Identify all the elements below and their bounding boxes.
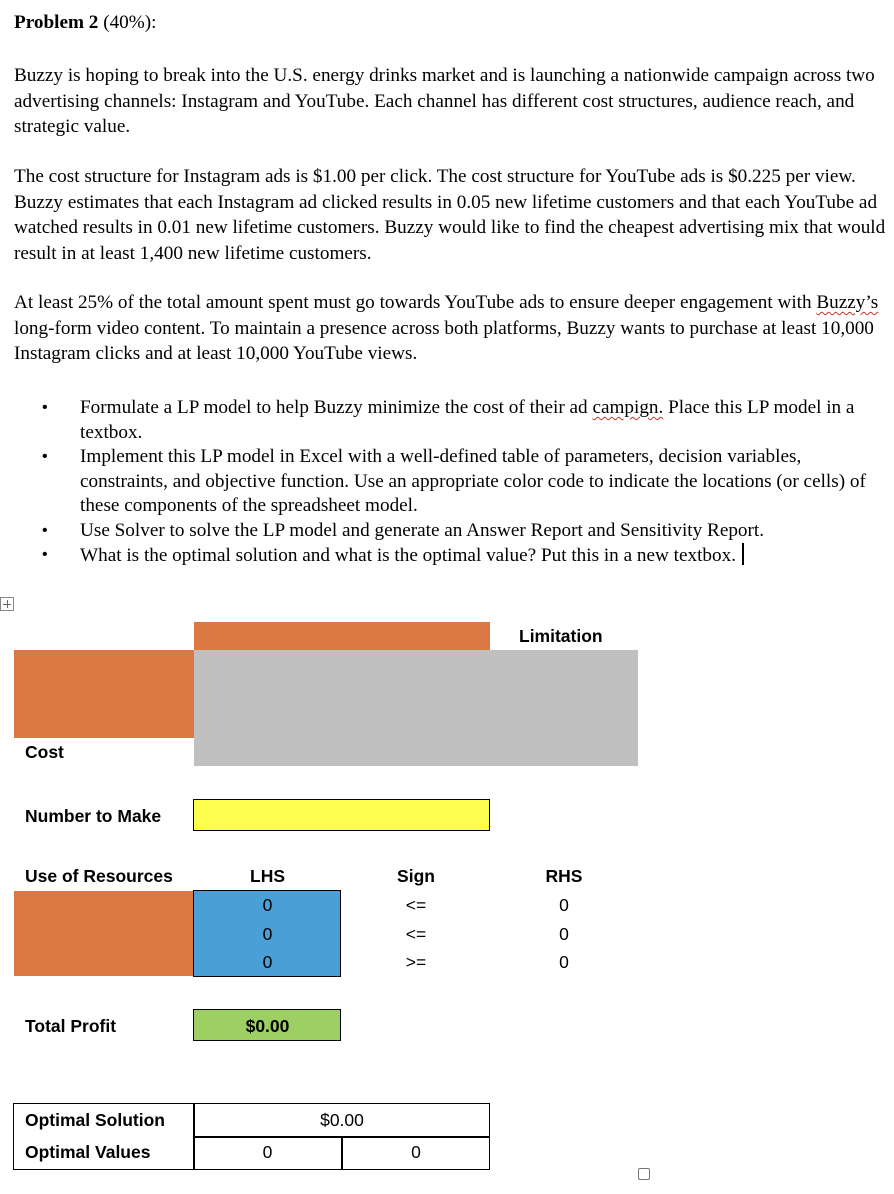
optimal-solution-label: Optimal Solution <box>25 1110 165 1130</box>
constraint-names-orange-cells[interactable] <box>14 891 194 976</box>
spellcheck-word-buzzys: Buzzy’s <box>816 292 879 313</box>
spellcheck-word-campign: campign. <box>592 397 664 418</box>
sign-value-1: <= <box>405 895 427 915</box>
lhs-value-2: 0 <box>262 924 273 944</box>
sign-value-3: >= <box>405 952 427 972</box>
intro-paragraph: Buzzy is hoping to break into the U.S. energy drinks market and is launching a nationwide campaign across two advertising channels: Instagram and YouTube. Each channel has different cost structures, audience reach, and strategic value. <box>14 65 875 137</box>
number-to-make-label: Number to Make <box>25 806 162 826</box>
cost-label: Cost <box>25 742 64 762</box>
rhs-header: RHS <box>545 866 583 886</box>
limitation-label: Limitation <box>519 626 603 646</box>
problem-title-bold: Problem 2 <box>14 12 99 33</box>
rhs-value-2: 0 <box>559 924 569 944</box>
sign-header: Sign <box>397 866 435 886</box>
constraints-text-a: At least 25% of the total amount spent must go towards YouTube ads to ensure deeper engagement with <box>14 292 817 313</box>
rhs-value-1: 0 <box>559 895 569 915</box>
optimal-value-1[interactable]: 0 <box>262 1142 273 1162</box>
cost-paragraph: The cost structure for Instagram ads is $1.00 per click. The cost structure for YouTube ads is $0.225 per view. Buzzy estimates that each Instagram ad clicked results in 0.05 new lifetime customers and that each YouTube ad watched results in 0.01 new lifetime customers. Buzzy would like to find the cheapest advertising mix that would result in at least 1,400 new lifetime customers. <box>14 166 886 264</box>
total-profit-value: $0.00 <box>245 1016 290 1036</box>
task-item-implement: • Implement this LP model in Excel with a well-defined table of parameters, decision variables, constraints, and objective function. Use an appropriate color code to indicate the locations (or cells) of these components of the spreadsheet model. <box>14 445 874 519</box>
task1-text-b: Place this LP model in a textbox. <box>80 397 855 443</box>
lhs-header: LHS <box>250 866 285 886</box>
resize-handle-icon[interactable] <box>638 1168 650 1180</box>
header-orange-cells[interactable] <box>194 622 490 650</box>
use-of-resources-label: Use of Resources <box>25 866 173 886</box>
task1-text-a: Formulate a LP model to help Buzzy minimize the cost of their ad <box>80 397 593 418</box>
optimal-solution-value[interactable]: $0.00 <box>320 1110 364 1130</box>
constraints-text-b: long-form video content. To maintain a presence across both platforms, Buzzy wants to purchase at least 10,000 Instagram clicks and at least 10,000 YouTube views. <box>14 317 874 364</box>
task4-text: What is the optimal solution and what is the optimal value? Put this in a new textbox. <box>80 545 737 566</box>
product-names-orange-cells[interactable] <box>14 650 194 738</box>
sign-value-2: <= <box>405 924 427 944</box>
task-item-solver: • Use Solver to solve the LP model and generate an Answer Report and Sensitivity Report. <box>14 519 874 544</box>
optimal-values-label: Optimal Values <box>25 1142 151 1162</box>
optimal-value-2[interactable]: 0 <box>411 1142 421 1162</box>
problem-title-weight: (40%): <box>98 12 157 33</box>
lhs-value-3: 0 <box>262 952 273 972</box>
total-profit-label: Total Profit <box>25 1016 117 1036</box>
lhs-value-1: 0 <box>262 895 273 915</box>
rhs-value-3: 0 <box>559 952 569 972</box>
decision-variables-yellow-cells[interactable] <box>193 799 490 831</box>
parameters-grey-cells[interactable] <box>194 650 638 766</box>
